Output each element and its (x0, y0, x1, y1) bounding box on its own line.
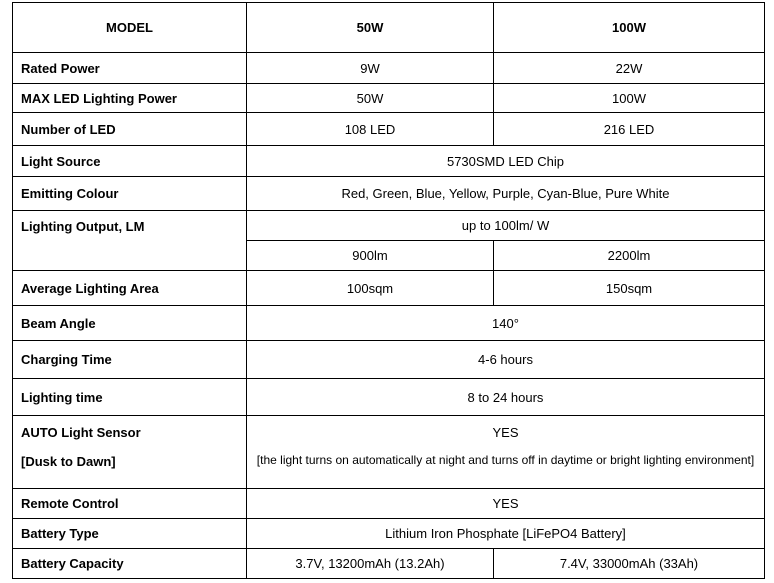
auto-sensor-label: AUTO Light Sensor (21, 425, 141, 440)
light-source-value: 5730SMD LED Chip (247, 146, 765, 177)
table-row (13, 84, 765, 113)
row-label-lighting-area: Average Lighting Area (13, 271, 247, 306)
spec-table (12, 2, 765, 579)
row-label-rated-power: Rated Power (13, 53, 247, 84)
header-model: MODEL (13, 3, 247, 53)
max-led-power-100w: 100W (494, 84, 765, 113)
table-row (13, 549, 765, 579)
remote-control-value: YES (247, 489, 765, 519)
row-label-max-led-power: MAX LED Lighting Power (13, 84, 247, 113)
table-row (13, 416, 765, 489)
table-row (13, 113, 765, 146)
table-row (13, 306, 765, 341)
table-row (13, 211, 765, 241)
number-of-led-100w: 216 LED (494, 113, 765, 146)
row-label-lighting-output: Lighting Output, LM (13, 211, 247, 271)
lighting-output-50w: 900lm (247, 241, 494, 271)
beam-angle-value: 140° (247, 306, 765, 341)
table-row (13, 271, 765, 306)
row-label-auto-sensor (13, 416, 247, 489)
emitting-colour-value: Red, Green, Blue, Yellow, Purple, Cyan-Blue, Pure White (247, 177, 765, 211)
row-label-remote-control: Remote Control (13, 489, 247, 519)
table-row (13, 519, 765, 549)
auto-sensor-note: [the light turns on automatically at night and turns off in daytime or bright lighting environment] (256, 453, 755, 467)
dusk-to-dawn-label: [Dusk to Dawn] (21, 454, 116, 469)
table-row (13, 379, 765, 416)
table-row (13, 489, 765, 519)
lighting-output-value: up to 100lm/ W (247, 211, 765, 241)
rated-power-50w: 9W (247, 53, 494, 84)
charging-time-value: 4-6 hours (247, 341, 765, 379)
table-row (13, 53, 765, 84)
row-label-emitting-colour: Emitting Colour (13, 177, 247, 211)
row-label-beam-angle: Beam Angle (13, 306, 247, 341)
lighting-output-100w: 2200lm (494, 241, 765, 271)
lighting-area-50w: 100sqm (247, 271, 494, 306)
table-row (13, 341, 765, 379)
lighting-area-100w: 150sqm (494, 271, 765, 306)
auto-sensor-value: YES (492, 425, 519, 440)
row-label-charging-time: Charging Time (13, 341, 247, 379)
header-50w: 50W (247, 3, 494, 53)
row-label-battery-capacity: Battery Capacity (13, 549, 247, 579)
row-label-lighting-time: Lighting time (13, 379, 247, 416)
rated-power-100w: 22W (494, 53, 765, 84)
row-label-light-source: Light Source (13, 146, 247, 177)
row-label-battery-type: Battery Type (13, 519, 247, 549)
header-row (13, 3, 765, 53)
battery-capacity-100w: 7.4V, 33000mAh (33Ah) (494, 549, 765, 579)
table-row (13, 177, 765, 211)
lighting-time-value: 8 to 24 hours (247, 379, 765, 416)
header-100w: 100W (494, 3, 765, 53)
battery-type-value: Lithium Iron Phosphate [LiFePO4 Battery] (247, 519, 765, 549)
battery-capacity-50w: 3.7V, 13200mAh (13.2Ah) (247, 549, 494, 579)
max-led-power-50w: 50W (247, 84, 494, 113)
auto-sensor-cell (247, 416, 765, 489)
table-row (13, 146, 765, 177)
row-label-number-of-led: Number of LED (13, 113, 247, 146)
number-of-led-50w: 108 LED (247, 113, 494, 146)
